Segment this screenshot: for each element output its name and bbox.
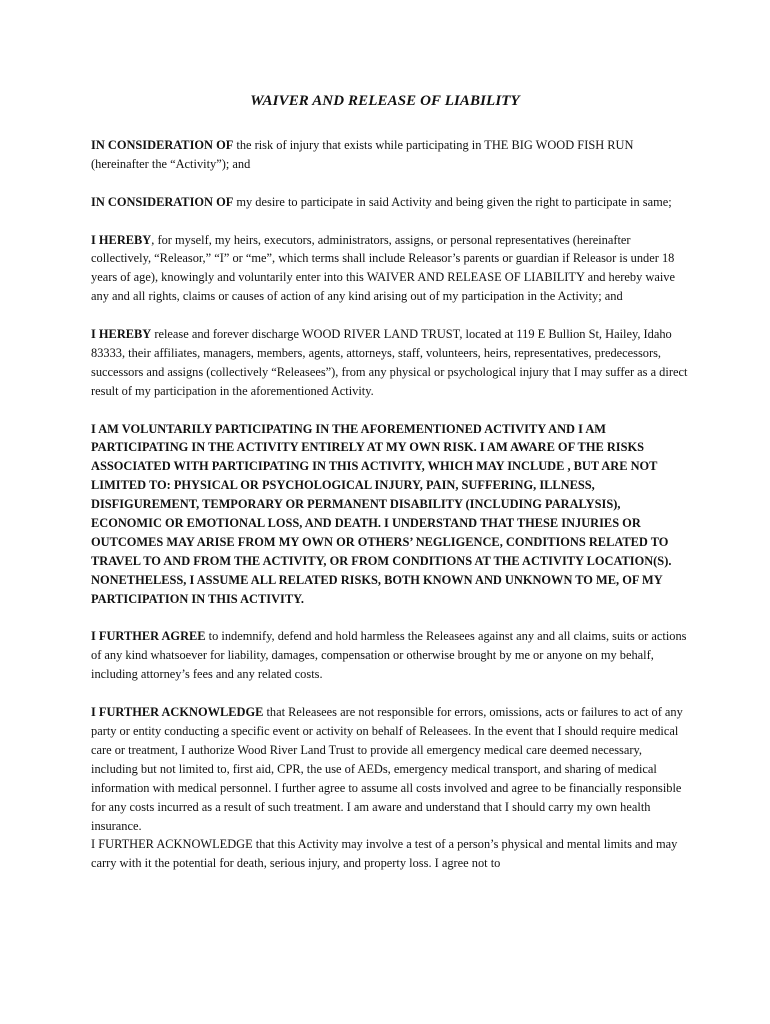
paragraph-further-acknowledge xyxy=(91,703,691,835)
paragraph-text: release and forever discharge WOOD RIVER LAND TRUST, located at 119 E Bullion St, Hailey, Idaho 83333, their affiliates, managers, members, agents, attorneys, staff, volunteers, heirs, representatives, predecessors, successors and assigns (collectively “Releasees”), from any physical or psychological injury that I may suffer as a direct result of my participation in the aforementioned Activity. xyxy=(91,327,688,398)
paragraph-hereby-waive xyxy=(91,231,691,307)
paragraph-text: that Releasees are not responsible for errors, omissions, acts or failures to act of any party or entity conducting a specific event or activity on behalf of Releasees. In the event that I should require medical care or treatment, I authorize Wood River Land Trust to provide all emergency medical care deemed necessary, including but not limited to, first aid, CPR, the use of AEDs, emergency medical transport, and sharing of medical information with medical personnel. I further agree to assume all costs involved and agree to be financially responsible for any costs incurred as a result of such treatment. I am aware and understand that I should carry my own health insurance. xyxy=(91,705,683,833)
document-title: WAIVER AND RELEASE OF LIABILITY xyxy=(250,93,520,109)
document-body xyxy=(91,136,691,873)
paragraph-lead: I FURTHER ACKNOWLEDGE xyxy=(91,705,264,720)
paragraph-text: my desire to participate in said Activity and being given the right to participate in same; xyxy=(233,194,672,209)
paragraph-consideration-desire xyxy=(91,193,691,212)
paragraph-lead: I HEREBY xyxy=(91,327,152,342)
paragraph-lead: IN CONSIDERATION OF xyxy=(91,194,234,209)
paragraph-lead: I HEREBY xyxy=(91,232,152,247)
paragraph-further-acknowledge-limits: I FURTHER ACKNOWLEDGE that this Activity may involve a test of a person’s physical and mental limits and may carry with it the potential for death, serious injury, and property loss. I agree not to xyxy=(91,837,678,871)
paragraph-hereby-release xyxy=(91,325,691,401)
paragraph-lead: I FURTHER AGREE xyxy=(91,629,206,644)
paragraph-text: the risk of injury that exists while participating in THE BIG WOOD FISH RUN (hereinafter the “Activity”); and xyxy=(91,138,634,171)
paragraph-text: to indemnify, defend and hold harmless the Releasees against any and all claims, suits or actions of any kind whatsoever for liability, damages, compensation or otherwise brought by me or anyone on my behalf, including attorney’s fees and any related costs. xyxy=(91,629,687,682)
paragraph-lead: IN CONSIDERATION OF xyxy=(91,138,234,152)
paragraph-consideration-risk xyxy=(91,136,691,174)
paragraph-further-agree xyxy=(91,627,691,684)
paragraph-text: , for myself, my heirs, executors, administrators, assigns, or personal representatives (hereinafter collectively, “Releasor,” “I” or “me”, which terms shall include Releasor’s parents or guardian if Releasor is under 18 years of age), knowingly and voluntarily enter into this WAIVER AND RELEASE OF LIABILITY and hereby waive any and all rights, claims or causes of action of any kind arising out of my participation in the Activity; and xyxy=(91,232,675,304)
paragraph-voluntary-risk: I AM VOLUNTARILY PARTICIPATING IN THE AFOREMENTIONED ACTIVITY AND I AM PARTICIPATING IN THE ACTIVITY ENTIRELY AT MY OWN RISK. I AM AWARE OF THE RISKS ASSOCIATED WITH PARTICIPATING IN THIS ACTIVITY, WHICH MAY INCLUDE , BUT ARE NOT LIMITED TO: PHYSICAL OR PSYCHOLOGICAL INJURY, PAIN, SUFFERING, ILLNESS, DISFIGUREMENT, TEMPORARY OR PERMANENT DISABILITY (INCLUDING PARALYSIS), ECONOMIC OR EMOTIONAL LOSS, AND DEATH. I UNDERSTAND THAT THESE INJURIES OR OUTCOMES MAY ARISE FROM MY OWN OR OTHERS’ NEGLIGENCE, CONDITIONS RELATED TO TRAVEL TO AND FROM THE ACTIVITY, OR FROM CONDITIONS AT THE ACTIVITY LOCATION(S). NONETHELESS, I ASSUME ALL RELATED RISKS, BOTH KNOWN AND UNKNOWN TO ME, OF MY PARTICIPATION IN THIS ACTIVITY. xyxy=(91,421,672,606)
